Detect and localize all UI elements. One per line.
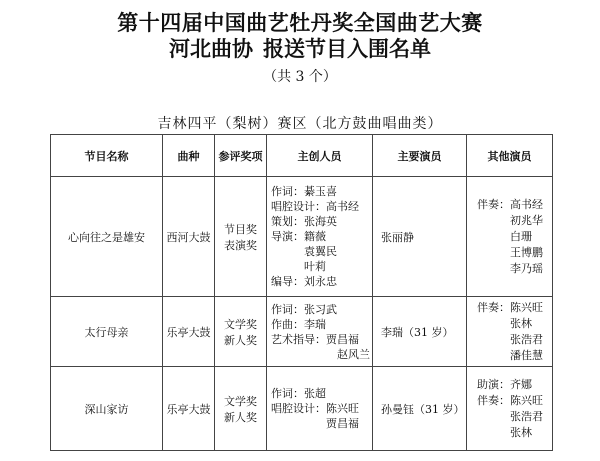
section-title: 吉林四平（梨树）赛区（北方鼓曲唱曲类）	[157, 116, 443, 132]
nominee-table	[50, 134, 553, 451]
document-title-line2	[0, 36, 600, 62]
program-name: 心向往之是雄安	[51, 177, 163, 297]
program-name: 深山家访	[51, 367, 163, 451]
col-header-other-performers: 其他演员	[467, 135, 553, 177]
program-genre: 乐亭大鼓	[163, 367, 215, 451]
table-header-row	[51, 135, 553, 177]
program-genre: 西河大鼓	[163, 177, 215, 297]
col-header-creators: 主创人员	[267, 135, 373, 177]
program-awards: 文学奖 新人奖	[215, 367, 267, 451]
col-header-genre: 曲种	[163, 135, 215, 177]
program-genre: 乐亭大鼓	[163, 297, 215, 367]
other-performers: 伴奏：高书经 初兆华 白珊 王博鹏 李乃瑶	[467, 177, 553, 297]
col-header-main-performer: 主要演员	[373, 135, 467, 177]
table-row	[51, 177, 553, 297]
program-name: 太行母亲	[51, 297, 163, 367]
program-creators: 作词：张习武 作曲：李瑞 艺术指导：贾昌福 赵风兰	[267, 297, 373, 367]
program-creators: 作词：綦玉喜 唱腔设计：高书经 策划：张海英 导演：籍薇 袁翼民 叶莉 编导：刘永忠	[267, 177, 373, 297]
table-row	[51, 297, 553, 367]
col-header-awards: 参评奖项	[215, 135, 267, 177]
program-count: （共 3 个）	[263, 69, 337, 85]
program-awards: 节目奖 表演奖	[215, 177, 267, 297]
title-subject: 报送节目入围名单	[263, 36, 431, 61]
title-org: 河北曲协	[169, 36, 253, 61]
main-performer: 张丽静	[373, 177, 467, 297]
table-row	[51, 367, 553, 451]
col-header-name: 节目名称	[51, 135, 163, 177]
other-performers: 助演：齐娜 伴奏：陈兴旺 张浩君 张林	[467, 367, 553, 451]
program-awards: 文学奖 新人奖	[215, 297, 267, 367]
main-performer: 李瑞（31 岁）	[373, 297, 467, 367]
program-creators: 作词：张超 唱腔设计：陈兴旺 贾昌福	[267, 367, 373, 451]
main-performer: 孙曼钰（31 岁）	[373, 367, 467, 451]
other-performers: 伴奏：陈兴旺 张林 张浩君 潘佳慧	[467, 297, 553, 367]
document-title-line1: 第十四届中国曲艺牡丹奖全国曲艺大赛	[117, 10, 483, 35]
